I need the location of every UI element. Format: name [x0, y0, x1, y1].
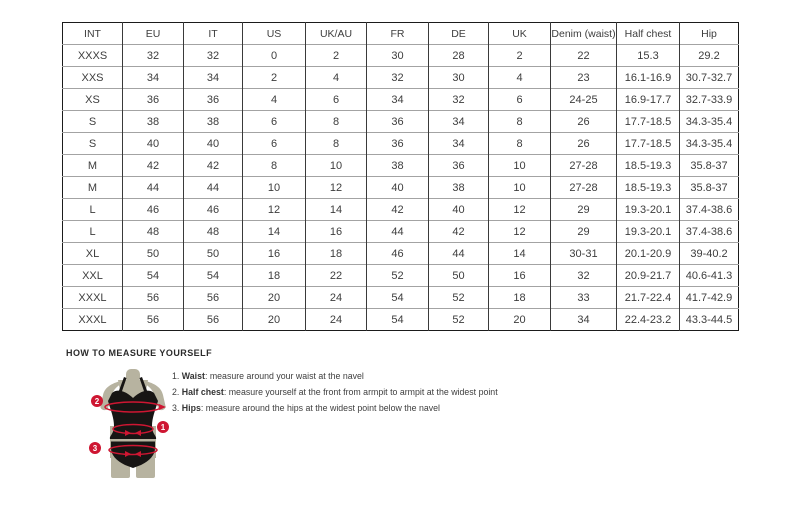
table-cell: 52 — [429, 309, 489, 331]
table-cell: 42 — [184, 155, 243, 177]
step-number: 2. — [172, 387, 180, 397]
table-cell: 54 — [123, 265, 184, 287]
table-row — [63, 265, 739, 287]
table-cell: 56 — [184, 309, 243, 331]
table-cell: 44 — [123, 177, 184, 199]
table-cell: 50 — [123, 243, 184, 265]
badge-1-label: 1 — [160, 423, 166, 432]
table-cell: 32 — [184, 45, 243, 67]
table-cell: 44 — [367, 221, 429, 243]
table-cell: 48 — [123, 221, 184, 243]
table-cell: 56 — [123, 309, 184, 331]
column-header: UK — [489, 23, 551, 45]
table-cell: 34 — [429, 133, 489, 155]
measure-step-2 — [172, 384, 498, 400]
table-cell: 56 — [184, 287, 243, 309]
measure-step-3 — [172, 400, 498, 416]
table-row — [63, 221, 739, 243]
table-cell: 32 — [551, 265, 617, 287]
table-cell: L — [63, 221, 123, 243]
table-cell: 15.3 — [617, 45, 680, 67]
table-cell: 30.7-32.7 — [680, 67, 739, 89]
step-text: : measure around the hips at the widest point below the navel — [200, 403, 441, 413]
table-cell: 20 — [243, 309, 306, 331]
table-cell: 40 — [429, 199, 489, 221]
table-cell: 16.1-16.9 — [617, 67, 680, 89]
table-cell: 16.9-17.7 — [617, 89, 680, 111]
table-cell: 22.4-23.2 — [617, 309, 680, 331]
table-cell: 38 — [367, 155, 429, 177]
size-table-head-row — [63, 23, 739, 45]
table-cell: 52 — [429, 287, 489, 309]
table-cell: 46 — [367, 243, 429, 265]
table-cell: 34 — [184, 67, 243, 89]
table-cell: 36 — [367, 133, 429, 155]
table-cell: 8 — [489, 111, 551, 133]
table-cell: 16 — [306, 221, 367, 243]
table-cell: 40 — [123, 133, 184, 155]
table-cell: 24 — [306, 309, 367, 331]
table-cell: 4 — [243, 89, 306, 111]
table-cell: 17.7-18.5 — [617, 111, 680, 133]
table-cell: 6 — [243, 111, 306, 133]
table-cell: 6 — [489, 89, 551, 111]
table-cell: 20.9-21.7 — [617, 265, 680, 287]
table-cell: XXS — [63, 67, 123, 89]
table-cell: 20 — [243, 287, 306, 309]
step-label: Half chest — [181, 387, 224, 397]
table-cell: 17.7-18.5 — [617, 133, 680, 155]
table-cell: 0 — [243, 45, 306, 67]
table-cell: 29 — [551, 221, 617, 243]
table-cell: 14 — [243, 221, 306, 243]
mannequin-illustration — [82, 368, 184, 480]
table-cell: 40.6-41.3 — [680, 265, 739, 287]
table-cell: 48 — [184, 221, 243, 243]
table-cell: 12 — [243, 199, 306, 221]
table-cell: XL — [63, 243, 123, 265]
step-label: Hips — [181, 403, 201, 413]
table-cell: M — [63, 155, 123, 177]
table-cell: 34.3-35.4 — [680, 111, 739, 133]
table-cell: L — [63, 199, 123, 221]
table-cell: 41.7-42.9 — [680, 287, 739, 309]
table-cell: 14 — [489, 243, 551, 265]
column-header: Denim (waist) — [551, 23, 617, 45]
table-cell: 18 — [243, 265, 306, 287]
table-row — [63, 177, 739, 199]
table-cell: 34.3-35.4 — [680, 133, 739, 155]
table-cell: 8 — [306, 111, 367, 133]
table-row — [63, 309, 739, 331]
column-header: INT — [84, 27, 101, 40]
measure-step-1 — [172, 368, 498, 384]
table-cell: 27-28 — [551, 155, 617, 177]
table-cell: 12 — [489, 221, 551, 243]
table-cell: 21.7-22.4 — [617, 287, 680, 309]
table-cell: S — [63, 133, 123, 155]
table-row — [63, 155, 739, 177]
table-cell: 34 — [551, 309, 617, 331]
table-cell: 40 — [184, 133, 243, 155]
badge-3-label: 3 — [92, 444, 98, 453]
table-cell: 50 — [184, 243, 243, 265]
table-cell: S — [63, 111, 123, 133]
table-cell: 37.4-38.6 — [680, 199, 739, 221]
table-cell: 44 — [429, 243, 489, 265]
step-number: 3. — [172, 403, 180, 413]
table-cell: 26 — [551, 133, 617, 155]
table-cell: 8 — [243, 155, 306, 177]
table-cell: 34 — [123, 67, 184, 89]
table-cell: 35.8-37 — [680, 177, 739, 199]
table-cell: 2 — [306, 45, 367, 67]
badge-2-label: 2 — [94, 397, 100, 406]
table-cell: 8 — [489, 133, 551, 155]
table-row — [63, 45, 739, 67]
step-text: : measure around your waist at the navel — [204, 371, 364, 381]
table-cell: 14 — [306, 199, 367, 221]
column-header: US — [243, 23, 306, 45]
column-header: UK/AU — [306, 23, 367, 45]
table-row — [63, 67, 739, 89]
table-cell: 18.5-19.3 — [617, 177, 680, 199]
table-cell: 37.4-38.6 — [680, 221, 739, 243]
table-cell: 18 — [489, 287, 551, 309]
table-cell: 52 — [367, 265, 429, 287]
table-cell: 46 — [123, 199, 184, 221]
table-cell: 10 — [306, 155, 367, 177]
table-cell: 16 — [243, 243, 306, 265]
table-cell: 10 — [489, 155, 551, 177]
column-header: FR — [367, 23, 429, 45]
table-cell: 20.1-20.9 — [617, 243, 680, 265]
column-header: EU — [123, 23, 184, 45]
column-header: DE — [429, 23, 489, 45]
table-cell: 2 — [243, 67, 306, 89]
table-cell: 54 — [367, 287, 429, 309]
table-row — [63, 287, 739, 309]
table-cell: 4 — [306, 67, 367, 89]
table-cell: 32 — [367, 67, 429, 89]
table-cell: 23 — [551, 67, 617, 89]
table-cell: 39-40.2 — [680, 243, 739, 265]
table-cell: 2 — [489, 45, 551, 67]
table-cell: 30 — [367, 45, 429, 67]
table-cell: 42 — [123, 155, 184, 177]
table-cell: 36 — [123, 89, 184, 111]
table-cell: 46 — [184, 199, 243, 221]
table-cell: 42 — [367, 199, 429, 221]
table-cell: 32.7-33.9 — [680, 89, 739, 111]
table-cell: 29 — [551, 199, 617, 221]
measure-instructions — [172, 368, 498, 416]
table-row — [63, 111, 739, 133]
table-cell: 32 — [123, 45, 184, 67]
table-cell: 19.3-20.1 — [617, 221, 680, 243]
table-cell: 54 — [184, 265, 243, 287]
table-cell: XXXS — [63, 45, 123, 67]
table-cell: 36 — [429, 155, 489, 177]
step-label: Waist — [181, 371, 205, 381]
table-cell: 30-31 — [551, 243, 617, 265]
table-cell: 10 — [489, 177, 551, 199]
table-cell: XXXL — [63, 287, 123, 309]
table-cell: 6 — [306, 89, 367, 111]
measure-section-title: HOW TO MEASURE YOURSELF — [66, 348, 213, 358]
table-row — [63, 243, 739, 265]
table-cell: 44 — [184, 177, 243, 199]
table-cell: 36 — [367, 111, 429, 133]
table-cell: 8 — [306, 133, 367, 155]
table-cell: 16 — [489, 265, 551, 287]
table-row — [63, 199, 739, 221]
column-header: Hip — [680, 23, 739, 45]
size-table-body — [63, 45, 739, 331]
table-cell: 12 — [306, 177, 367, 199]
table-cell: 34 — [429, 111, 489, 133]
table-cell: 40 — [367, 177, 429, 199]
column-header: Half chest — [617, 23, 680, 45]
table-cell: M — [63, 177, 123, 199]
table-row — [63, 89, 739, 111]
step-text: : measure yourself at the front from armpit to armpit at the widest point — [223, 387, 498, 397]
table-cell: 34 — [367, 89, 429, 111]
table-cell: 10 — [243, 177, 306, 199]
table-cell: XXL — [63, 265, 123, 287]
table-cell: 18 — [306, 243, 367, 265]
table-cell: 38 — [123, 111, 184, 133]
table-cell: 56 — [123, 287, 184, 309]
table-cell: 18.5-19.3 — [617, 155, 680, 177]
table-cell: 33 — [551, 287, 617, 309]
table-cell: XXXL — [63, 309, 123, 331]
table-cell: 12 — [489, 199, 551, 221]
table-cell: XS — [63, 89, 123, 111]
step-number: 1. — [172, 371, 180, 381]
table-cell: 50 — [429, 265, 489, 287]
table-cell: 30 — [429, 67, 489, 89]
table-cell: 6 — [243, 133, 306, 155]
table-cell: 24-25 — [551, 89, 617, 111]
table-cell: 4 — [489, 67, 551, 89]
table-cell: 54 — [367, 309, 429, 331]
table-cell: 24 — [306, 287, 367, 309]
column-header: IT — [184, 23, 243, 45]
table-cell: 38 — [184, 111, 243, 133]
table-cell: 19.3-20.1 — [617, 199, 680, 221]
table-row — [63, 133, 739, 155]
table-cell: 42 — [429, 221, 489, 243]
table-cell: 20 — [489, 309, 551, 331]
table-cell: 43.3-44.5 — [680, 309, 739, 331]
table-cell: 29.2 — [680, 45, 739, 67]
table-cell: 28 — [429, 45, 489, 67]
table-cell: 38 — [429, 177, 489, 199]
table-cell: 35.8-37 — [680, 155, 739, 177]
table-cell: 36 — [184, 89, 243, 111]
table-cell: 26 — [551, 111, 617, 133]
table-cell: 32 — [429, 89, 489, 111]
table-cell: 22 — [306, 265, 367, 287]
table-cell: 27-28 — [551, 177, 617, 199]
size-chart-table — [62, 22, 739, 331]
table-cell: 22 — [551, 45, 617, 67]
